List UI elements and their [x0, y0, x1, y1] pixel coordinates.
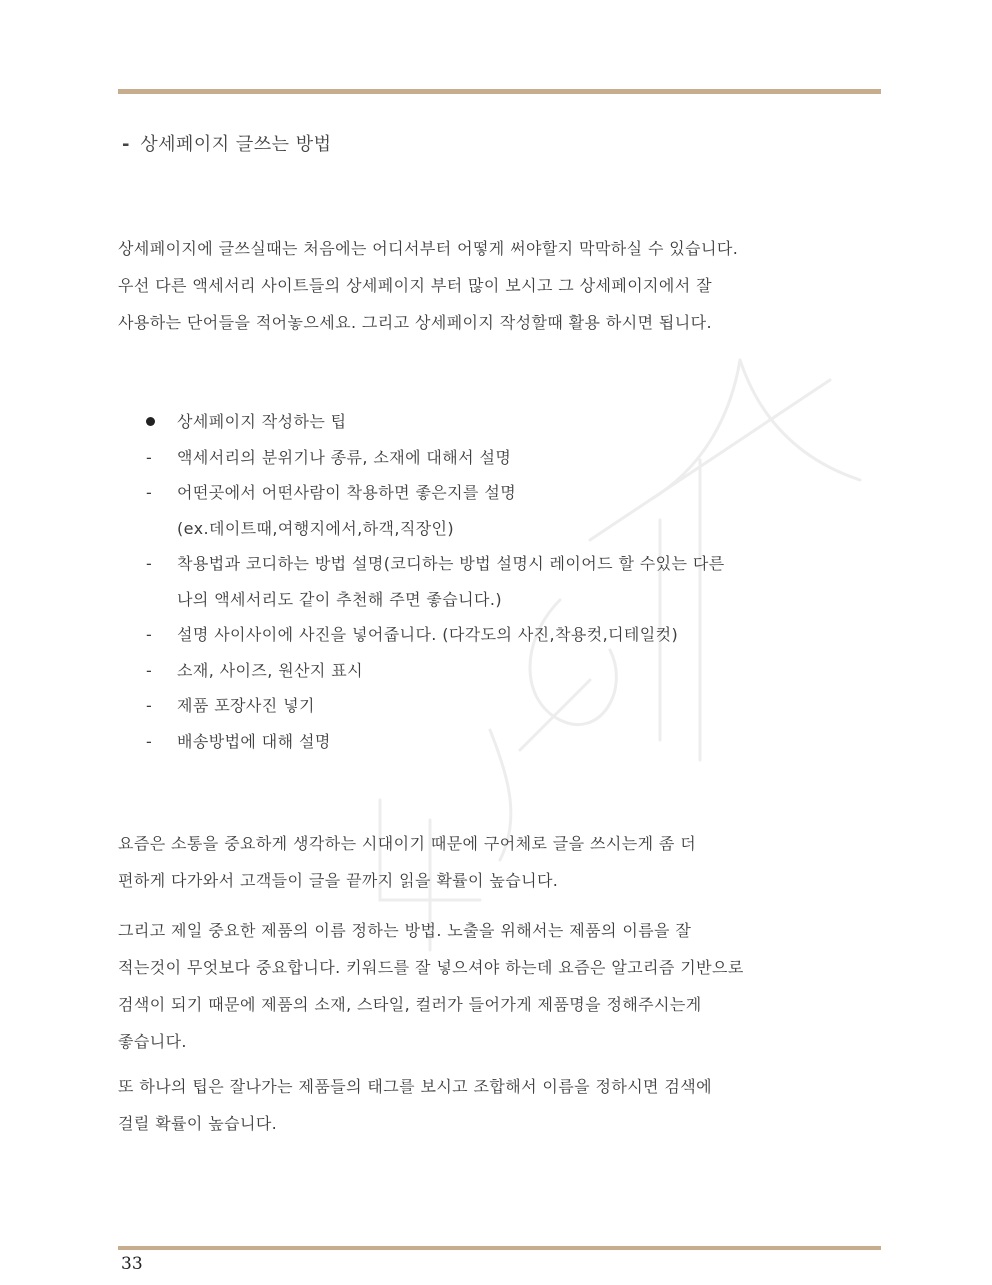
dash-marker: -	[146, 625, 153, 644]
intro-paragraph	[118, 230, 888, 341]
paragraph-colloquial	[118, 825, 888, 899]
dash-marker: -	[146, 731, 153, 751]
list-item-text: 제품 포장사진 넣기	[177, 696, 315, 715]
list-item	[146, 724, 886, 760]
list-item	[146, 688, 886, 724]
list-item-text: 액세서리의 분위기나 종류, 소재에 대해서 설명	[177, 447, 512, 467]
paragraph-product-naming	[118, 912, 888, 1060]
paragraph-line: 그리고 제일 중요한 제품의 이름 정하는 방법. 노출을 위해서는 제품의 이름을 잘	[118, 921, 692, 940]
section-title-text: 상세페이지 글쓰는 방법	[140, 134, 332, 155]
list-item-text: 착용법과 코디하는 방법 설명(코디하는 방법 설명시 레이어드 할 수있는 다른	[177, 554, 725, 573]
paragraph-line: 요즘은 소통을 중요하게 생각하는 시대이기 때문에 구어체로 글을 쓰시는게 좀 더	[118, 834, 697, 853]
list-item	[146, 440, 886, 476]
paragraph-tag-tip	[118, 1068, 888, 1142]
dash-marker: -	[146, 483, 153, 502]
paragraph-line: 걸릴 확률이 높습니다.	[118, 1114, 278, 1133]
list-item	[146, 653, 886, 689]
dash-marker: -	[146, 447, 153, 467]
paragraph-line: 우선 다른 액세서리 사이트들의 상세페이지 부터 많이 보시고 그 상세페이지에서 잘	[118, 276, 712, 295]
list-item-text: (ex.데이트때,여행지에서,하객,직장인)	[177, 518, 455, 538]
list-item	[146, 546, 886, 582]
list-item-continuation	[146, 511, 886, 547]
paragraph-line: 상세페이지에 글쓰실때는 처음에는 어디서부터 어떻게 써야할지 막막하실 수 있습니다.	[118, 239, 739, 258]
paragraph-line: 편하게 다가와서 고객들이 글을 끝까지 읽을 확률이 높습니다.	[118, 871, 559, 890]
page-number: 33	[121, 1254, 143, 1274]
bottom-divider	[118, 1246, 881, 1250]
paragraph-line: 검색이 되기 때문에 제품의 소재, 스타일, 컬러가 들어가게 제품명을 정해주시는게	[118, 995, 702, 1014]
tips-heading-row	[146, 404, 886, 440]
list-item	[146, 617, 886, 653]
dash-marker: -	[146, 696, 153, 715]
dash-marker: -	[146, 660, 153, 680]
section-title-dash: -	[122, 134, 130, 155]
list-item-text: 설명 사이사이에 사진을 넣어줍니다. (다각도의 사진,착용컷,디테일컷)	[177, 625, 679, 644]
list-item	[146, 475, 886, 511]
list-item-text: 어떤곳에서 어떤사람이 착용하면 좋은지를 설명	[177, 483, 517, 502]
tips-heading: 상세페이지 작성하는 팁	[177, 412, 347, 431]
list-item-text: 소재, 사이즈, 원산지 표시	[177, 660, 363, 680]
list-item-continuation	[146, 582, 886, 618]
bullet-icon	[146, 404, 166, 440]
list-item-text: 배송방법에 대해 설명	[177, 731, 331, 751]
list-item-text: 나의 액세서리도 같이 추천해 주면 좋습니다.)	[177, 589, 502, 609]
paragraph-line: 사용하는 단어들을 적어놓으세요. 그리고 상세페이지 작성할때 활용 하시면 됩니다.	[118, 313, 712, 332]
paragraph-line: 또 하나의 팁은 잘나가는 제품들의 태그를 보시고 조합해서 이름을 정하시면 검색에	[118, 1077, 712, 1096]
paragraph-line: 적는것이 무엇보다 중요합니다. 키워드를 잘 넣으셔야 하는데 요즘은 알고리즘 기반으로	[118, 958, 744, 977]
tips-list	[146, 404, 886, 759]
top-divider	[118, 89, 881, 94]
paragraph-line: 좋습니다.	[118, 1032, 187, 1051]
dash-marker: -	[146, 554, 153, 573]
section-title	[122, 130, 332, 156]
